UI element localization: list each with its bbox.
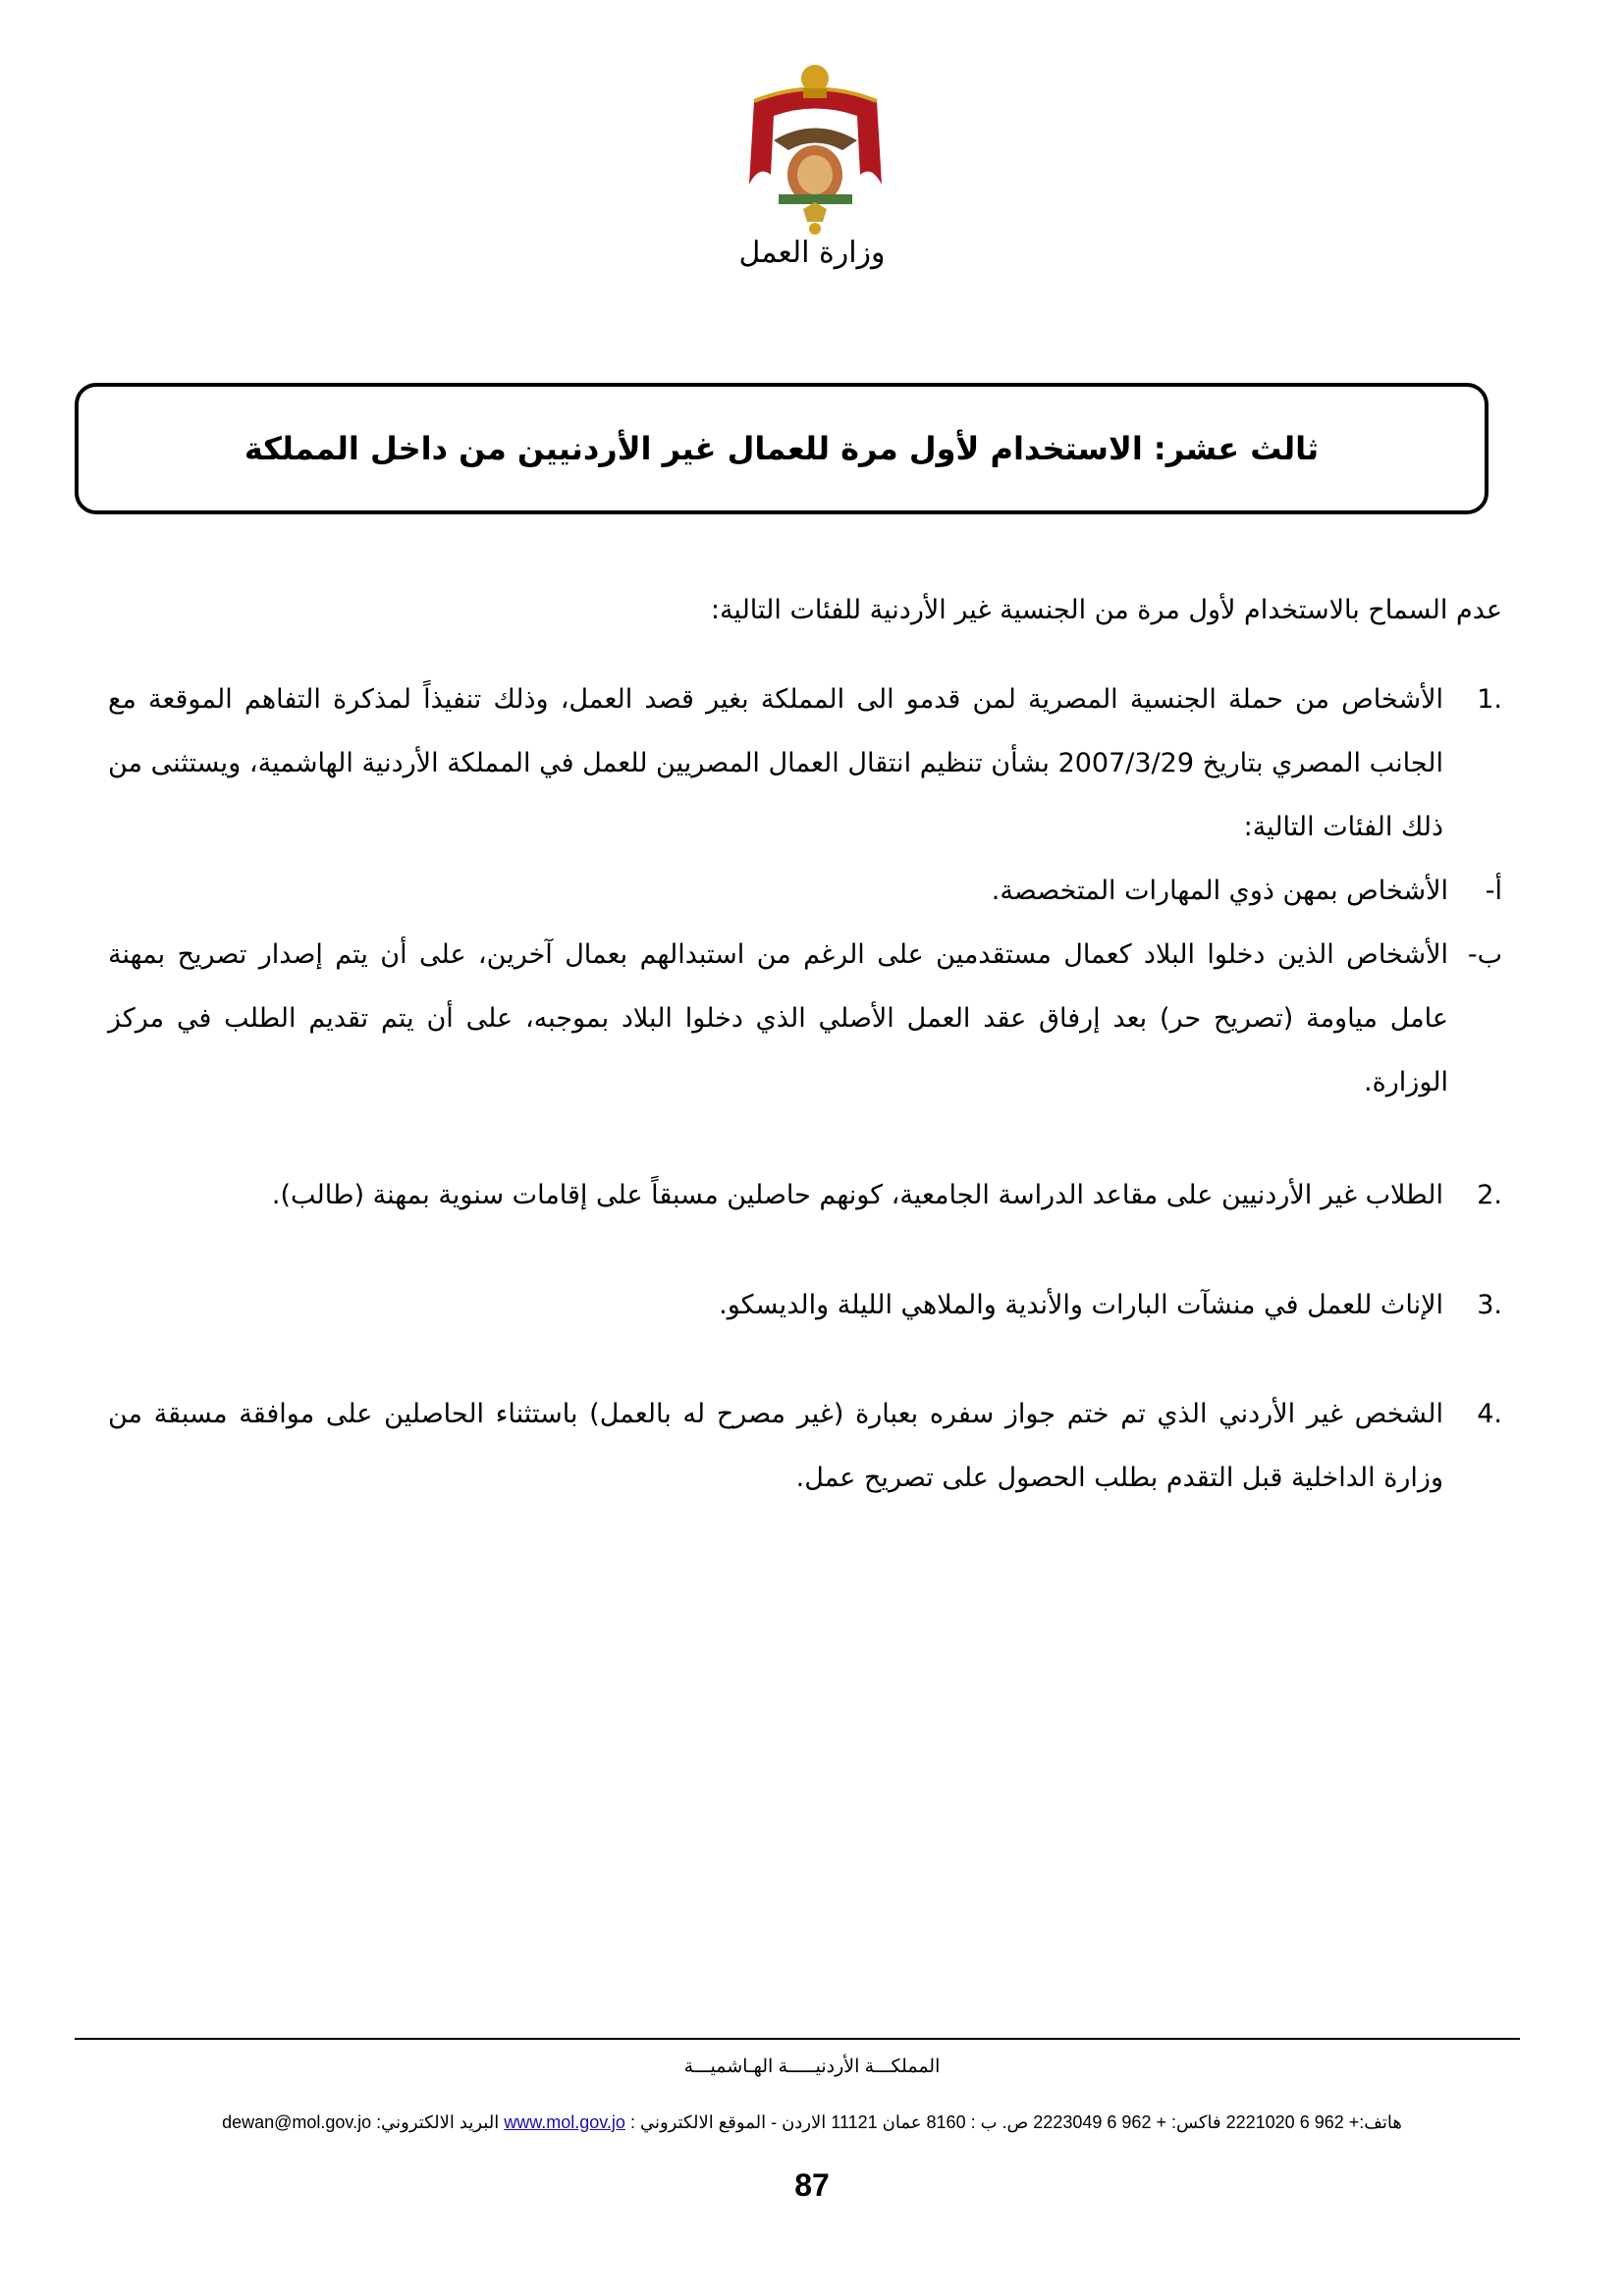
footer-contact-text: هاتف:+ 962 6 2221020 فاكس: + 962 6 2223049 ص. ب : 8160 عمان 11121 الاردن - الموقع الالكتروني : <box>629 2112 1402 2132</box>
sub-item-text: الأشخاص الذين دخلوا البلاد كعمال مستقدمين على الرغم من استبدالهم بعمال آخرين، على أن يتم إصدار تصريح بمهنة عامل مياومة (تصريح حر) بعد إرفاق عقد العمل الأصلي الذي دخلوا البلاد بموجبه، على أن يتم تقديم الطلب في مركز الوزارة. <box>108 939 1448 1097</box>
list-item-4 <box>108 1382 1502 1510</box>
sub-item-text: الأشخاص بمهن ذوي المهارات المتخصصة. <box>991 876 1448 906</box>
list-item-3 <box>108 1273 1502 1337</box>
sub-item-label: ب- <box>1467 939 1502 970</box>
section-title: ثالث عشر: الاستخدام لأول مرة للعمال غير الأردنيين من داخل المملكة <box>244 430 1320 467</box>
sub-item-label: أ- <box>1485 876 1502 906</box>
footer-contact <box>0 2112 1624 2133</box>
intro-text: عدم السماح بالاستخدام لأول مرة من الجنسية غير الأردنية للفئات التالية: <box>710 595 1502 625</box>
item-number: .1 <box>1477 684 1502 715</box>
footer-country: المملكـــة الأردنيـــــة الهـاشميـــة <box>683 2056 941 2077</box>
item-text: الشخص غير الأردني الذي تم ختم جواز سفره بعبارة (غير مصرح له بالعمل) باستثناء الحاصلين على موافقة مسبقة من وزارة الداخلية قبل التقدم بطلب الحصول على تصريح عمل. <box>108 1399 1443 1493</box>
footer-divider <box>75 2038 1520 2040</box>
jordan-coat-of-arms-logo <box>734 57 896 239</box>
item-number: .3 <box>1477 1290 1502 1320</box>
email-label: البريد الالكتروني: <box>376 2112 500 2132</box>
page-number: 87 <box>794 2167 830 2203</box>
item-number: .2 <box>1477 1180 1502 1210</box>
item-number: .4 <box>1477 1399 1502 1429</box>
email-address: dewan@mol.gov.jo <box>222 2112 372 2132</box>
item-text: الأشخاص من حملة الجنسية المصرية لمن قدمو الى المملكة بغير قصد العمل، وذلك تنفيذاً لمذكرة التفاهم الموقعة مع الجانب المصري بتاريخ 2007/3/29 بشأن تنظيم انتقال العمال المصريين للعمل في المملكة الأردنية الهاشمية، ويستثنى من ذلك الفئات التالية: <box>108 684 1443 842</box>
ministry-name: وزارة العمل <box>738 236 886 270</box>
section-title-box <box>75 383 1489 514</box>
list-item-2 <box>108 1163 1502 1227</box>
sub-item-b <box>108 923 1502 1114</box>
item-text: الإناث للعمل في منشآت البارات والأندية والملاهي الليلة والديسكو. <box>719 1290 1443 1320</box>
list-item-1 <box>108 667 1502 1114</box>
sub-item-a <box>108 859 1502 923</box>
website-link[interactable]: www.mol.gov.jo <box>504 2112 625 2132</box>
item-text: الطلاب غير الأردنيين على مقاعد الدراسة الجامعية، كونهم حاصلين مسبقاً على إقامات سنوية بمهنة (طالب). <box>271 1180 1443 1210</box>
